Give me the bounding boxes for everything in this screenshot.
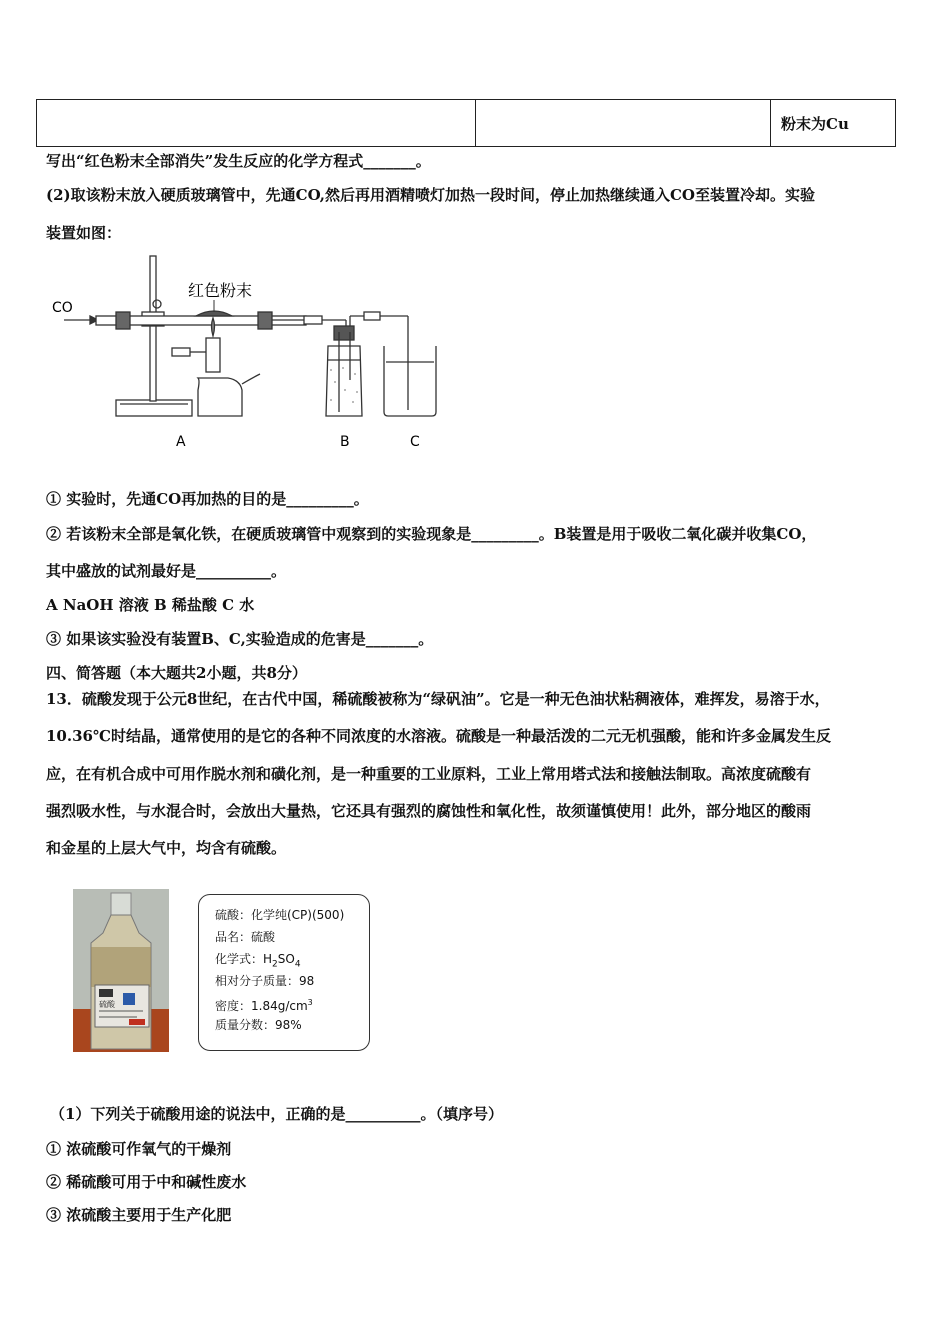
- sub2-text-line2: 其中盛放的试剂最好是__________。: [46, 562, 287, 580]
- answer-table: [36, 99, 896, 147]
- write-equation-prompt: 写出“红色粉末全部消失”发生反应的化学方程式_______。: [46, 152, 431, 170]
- q13-opt3: ③ 浓硫酸主要用于生产化肥: [46, 1206, 232, 1224]
- label-line1: 硫酸：化学纯(CP)(500): [215, 908, 345, 922]
- label-line4: 相对分子质量：98: [215, 974, 315, 988]
- sub1-text: ① 实验时，先通CO再加热的目的是_________。: [46, 490, 369, 508]
- label-line2: 品名：硫酸: [215, 930, 276, 944]
- bottle-label-text: 硫酸: [99, 1000, 115, 1009]
- label-line6: 质量分数：98%: [215, 1018, 302, 1032]
- table-cell-2: [476, 100, 771, 147]
- q13-line5: 和金星的上层大气中，均含有硫酸。: [46, 839, 287, 857]
- part2-text-line2: 装置如图：: [46, 224, 122, 242]
- part2-text-line1: (2)取该粉末放入硬质玻璃管中，先通CO,然后再用酒精喷灯加热一段时间，停止加热继续通入CO至装置冷却。实验: [46, 186, 815, 204]
- q13-opt2: ② 稀硫酸可用于中和碱性废水: [46, 1173, 247, 1191]
- label-c: C: [410, 434, 420, 450]
- q13-line3: 应，在有机合成中可用作脱水剂和磺化剂，是一种重要的工业原料，工业上常用塔式法和接触法制取。高浓度硫酸有: [46, 765, 812, 783]
- powder-label: 红色粉末: [188, 281, 253, 300]
- label-line5: 密度：$1.84g/cm^3$: [215, 998, 313, 1013]
- section4-heading: 四、简答题（本大题共2小题，共8分）: [46, 664, 307, 682]
- acid-label-card: [198, 894, 370, 1051]
- label-line3: 化学式：$H_2SO_4$: [215, 952, 301, 970]
- q13-line4: 强烈吸水性，与水混合时，会放出大量热，它还具有强烈的腐蚀性和氧化性，故须谨慎使用！此外，部分地区的酸雨: [46, 802, 812, 820]
- q13-part1: （1）下列关于硫酸用途的说法中，正确的是__________。（填序号）: [50, 1105, 503, 1123]
- sub2-text-line1: ② 若该粉末全部是氧化铁，在硬质玻璃管中观察到的实验现象是_________。B装置是用于吸收二氧化碳并收集CO，: [46, 525, 817, 543]
- label-b: B: [340, 434, 350, 450]
- apparatus-diagram: [46, 250, 466, 455]
- q13-line1: 13．硫酸发现于公元8世纪，在古代中国，稀硫酸被称为“绿矾油”。它是一种无色油状粘稠液体，难挥发，易溶于水，: [46, 690, 830, 708]
- acid-bottle-photo: [73, 889, 169, 1052]
- label-a: A: [176, 434, 186, 450]
- q13-opt1: ① 浓硫酸可作氧气的干燥剂: [46, 1140, 232, 1158]
- sub3-text: ③ 如果该实验没有装置B、C,实验造成的危害是_______。: [46, 630, 434, 648]
- co-label: CO: [52, 300, 73, 316]
- q13-line2: 10.36℃时结晶，通常使用的是它的各种不同浓度的水溶液。硫酸是一种最活泼的二元无机强酸，能和许多金属发生反: [46, 727, 831, 745]
- table-cell-1: [37, 100, 476, 147]
- table-cell-3: 粉末为Cu: [771, 100, 896, 147]
- options-text: A NaOH 溶液 B 稀盐酸 C 水: [46, 596, 255, 614]
